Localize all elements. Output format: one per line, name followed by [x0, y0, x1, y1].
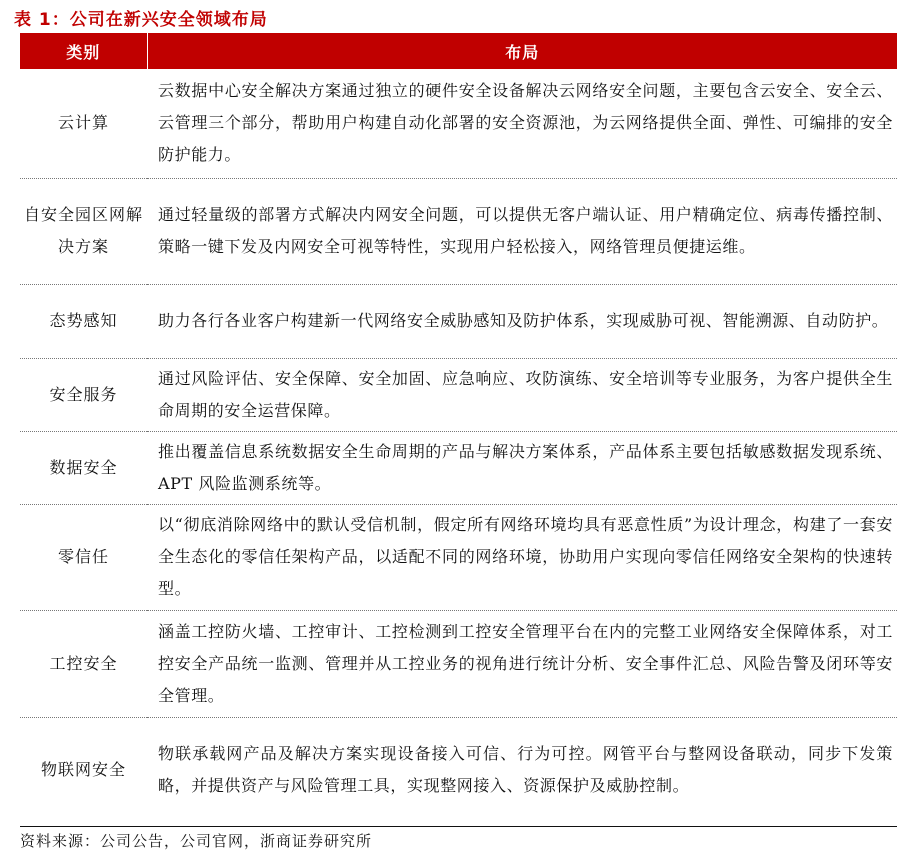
source-note: 资料来源：公司公告，公司官网，浙商证券研究所	[20, 832, 373, 850]
category-cell: 态势感知	[20, 284, 147, 358]
table-row	[20, 358, 897, 431]
description-cell: 助力各行各业客户构建新一代网络安全威胁感知及防护体系，实现威胁可视、智能溯源、自动防护。	[147, 284, 897, 358]
category-cell: 工控安全	[20, 610, 147, 717]
description-cell: 以“彻底消除网络中的默认受信机制，假定所有网络环境均具有恶意性质”为设计理念，构建了一套安全生态化的零信任架构产品，以适配不同的网络环境，协助用户实现向零信任网络安全架构的快速转型。	[147, 504, 897, 610]
description-cell: 涵盖工控防火墙、工控审计、工控检测到工控安全管理平台在内的完整工业网络安全保障体系，对工控安全产品统一监测、管理并从工控业务的视角进行统计分析、安全事件汇总、风险告警及闭环等安全管理。	[147, 610, 897, 717]
category-cell: 自安全园区网解决方案	[20, 178, 147, 284]
category-cell: 物联网安全	[40, 760, 126, 780]
description-cell: 物联承载网产品及解决方案实现设备接入可信、行为可控。网管平台与整网设备联动，同步下发策略，并提供资产与风险管理工具，实现整网接入、资源保护及威胁控制。	[158, 744, 893, 796]
category-cell: 安全服务	[20, 358, 147, 431]
table-row	[20, 717, 897, 823]
layout-table	[20, 33, 897, 823]
table-row	[20, 610, 897, 717]
description-cell: 通过风险评估、安全保障、安全加固、应急响应、攻防演练、安全培训等专业服务，为客户提供全生命周期的安全运营保障。	[147, 358, 897, 431]
header-layout: 布局	[147, 33, 897, 69]
table-row	[20, 284, 897, 358]
table-header-row	[20, 33, 897, 69]
table-row	[20, 178, 897, 284]
description-cell: 通过轻量级的部署方式解决内网安全问题，可以提供无客户端认证、用户精确定位、病毒传播控制、策略一键下发及内网安全可视等特性，实现用户轻松接入，网络管理员便捷运维。	[147, 178, 897, 284]
table-row	[20, 504, 897, 610]
category-cell: 零信任	[20, 504, 147, 610]
header-category: 类别	[20, 33, 147, 69]
table-row	[20, 431, 897, 504]
bottom-rule	[20, 826, 897, 827]
table-title: 表 1：公司在新兴安全领域布局	[14, 10, 268, 30]
category-cell: 云计算	[20, 69, 147, 178]
description-cell: 推出覆盖信息系统数据安全生命周期的产品与解决方案体系，产品体系主要包括敏感数据发现系统、 APT 风险监测系统等。	[147, 431, 897, 504]
category-cell: 数据安全	[20, 431, 147, 504]
table-row	[20, 69, 897, 178]
description-cell: 云数据中心安全解决方案通过独立的硬件安全设备解决云网络安全问题，主要包含云安全、安全云、云管理三个部分，帮助用户构建自动化部署的安全资源池，为云网络提供全面、弹性、可编排的安全防护能力。	[147, 69, 897, 178]
